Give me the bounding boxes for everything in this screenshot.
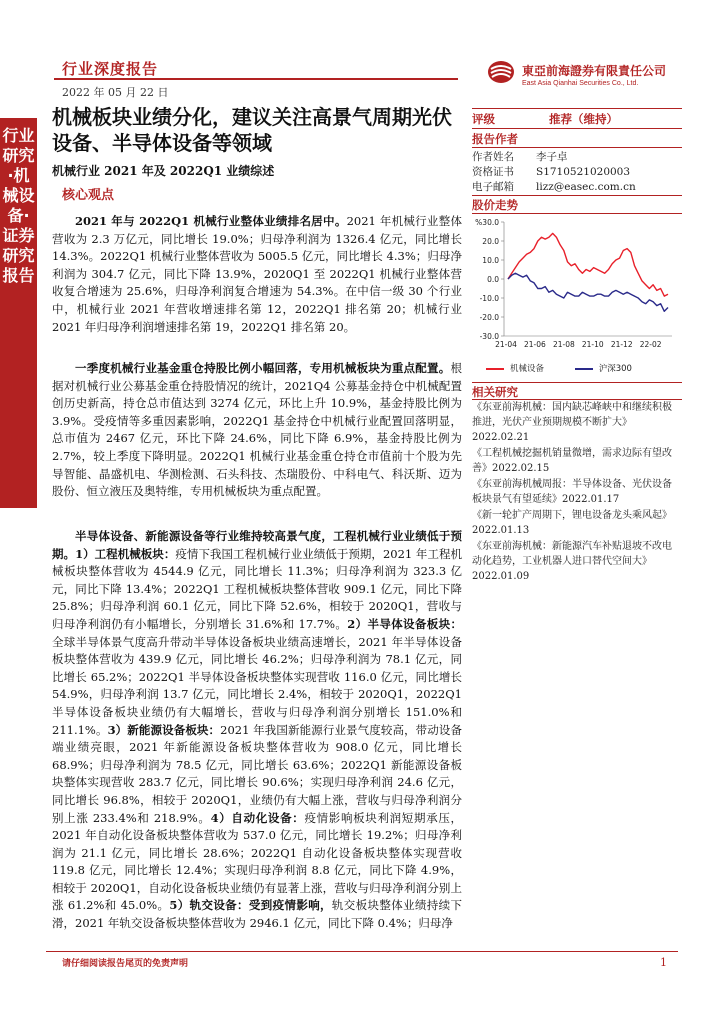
trend-heading: 股价走势	[472, 198, 518, 212]
paragraph-2-lead: 一季度机械行业基金重仓持股比例小幅回落，专用机械板块为重点配置。	[75, 361, 451, 375]
company-name-cn: 東亞前海證券有限責任公司	[522, 64, 667, 78]
paragraph-3-lead: 半导体设备、新能源设备等行业维持较高景气度，工程机械行业业绩低于预期。	[52, 529, 462, 561]
y-tick-label: 0.0	[487, 275, 499, 284]
legend-swatch-hs300	[575, 368, 593, 370]
semiconductor-text: 全球半导体景气度高升带动半导体设备板块业绩高速增长，2021 年半导体设备板块整体营收为 439.9 亿元，同比增长 46.2%；归母净利润为 78.1 亿元，同比增长 65.2%；2022Q1 半导体设备板块整体实现营收 116.0 亿元，同比增长 54.9%，归母净利润 13.7 亿元，同比增长 2.4%，相较于 2020Q1，2022Q1 半导体设备板块业绩仍有大幅增长，营收与归母净利润分别增长 151.0%和 211.1%。	[52, 634, 462, 737]
paragraph-2	[52, 360, 462, 501]
right-column-top-rule	[472, 108, 682, 109]
author-info	[472, 150, 636, 195]
certificate-label: 资格证书	[472, 166, 514, 178]
x-tick-label: 21-10	[581, 340, 604, 349]
related-heading: 相关研究	[472, 385, 518, 399]
x-tick-label: 21-12	[610, 340, 633, 349]
x-tick-label: 22-02	[639, 340, 662, 349]
legend-swatch-machinery	[486, 368, 504, 370]
x-tick-label: 21-04	[495, 340, 517, 349]
paragraph-3	[52, 528, 462, 933]
related-research-list	[472, 400, 680, 585]
related-item[interactable]: 《新一轮扩产周期下，锂电设备龙头乘风起》2022.01.13	[472, 510, 672, 536]
legend-label-machinery: 机械设备	[510, 364, 545, 374]
series-line-machinery	[508, 233, 668, 296]
y-tick-label: %30.0	[475, 218, 499, 227]
rating-value: 推荐（维持）	[549, 112, 619, 126]
author-name-label: 作者姓名	[472, 151, 514, 163]
construction-machinery-text: 疫情下我国工程机械行业业绩低于预期，2021 年工程机械板块整体营收为 4544.9 亿元，同比增长 11.3%；归母净利润为 323.3 亿元，同比下降 13.4%；2022Q1 工程机械板块整体营收 909.1 亿元，同比下降 25.8%；归母净利润 60.1 亿元，同比下降 52.6%，相较于 2020Q1，营收与归母净利润仍有小幅增长，分别增长 31.6%和 17.7%。	[52, 546, 463, 631]
x-tick-label: 21-06	[524, 340, 546, 349]
automation-text: 疫情影响板块利润短期承压，2021 年自动化设备板块整体营收为 537.0 亿元，同比增长 19.2%；归母净利润为 21.1 亿元，同比增长 28.6%；2022Q1 自动化设备板块整体实现营收 119.8 亿元，同比增长 12.4%；实现归母净利润 8.8 亿元，同比下降 4.9%，相较于 2020Q1，自动化设备板块业绩仍有显著上涨，营收与归母净利润分别上涨 61.2%和 45.0%。	[52, 810, 462, 913]
page-number: 1	[660, 956, 667, 969]
series-line-hs300	[508, 273, 668, 311]
new-energy-head: 3）新能源设备板块：	[107, 722, 221, 737]
rating-rule	[472, 128, 682, 129]
page-title: 机械板块业绩分化，建议关注高景气周期光伏设备、半导体设备等领域	[52, 105, 452, 155]
paragraph-1-text: 2021 年机械行业整体营收为 2.3 万亿元，同比增长 19.0%；归母净利润为 1326.4 亿元，同比增长 14.3%。2022Q1 机械行业整体营收为 5005.5 亿元，同比增长 4.3%；归母净利润为 304.7 亿元，同比下降 13.9%，2020Q1 至 2022Q1 机械行业整体营收复合增速为 25.6%，归母净利润复合增速为 54.3%。在中信一级 30 个行业中，机械行业 2021 年营收增速排名第 12，2022Q1 排名第 20；机械行业 2021 年归母净利润增速排名第 19，2022Q1 排名第 20。	[52, 214, 462, 334]
semiconductor-head: 2）半导体设备板块：	[347, 616, 462, 631]
certificate-number: S1710521020003	[536, 166, 631, 178]
chart-legend	[486, 362, 632, 374]
paragraph-1-lead: 2021 年与 2022Q1 机械行业整体业绩排名居中。	[75, 214, 347, 228]
automation-head: 4）自动化设备：	[210, 810, 305, 825]
legend-label-hs300: 沪深300	[598, 364, 632, 374]
author-heading: 报告作者	[472, 132, 518, 146]
footer-disclaimer: 请仔细阅读报告尾页的免责声明	[62, 959, 189, 969]
y-tick-label: -20.0	[479, 313, 499, 322]
page-subtitle: 机械行业 2021 年及 2022Q1 业绩综述	[52, 164, 275, 178]
rating-row	[472, 111, 618, 127]
y-tick-label: -30.0	[479, 332, 499, 341]
email-label: 电子邮箱	[472, 181, 514, 193]
footer-rule	[46, 951, 678, 952]
side-banner	[0, 118, 37, 508]
construction-machinery-head: 1）工程机械板块：	[75, 546, 176, 561]
trend-rule-top	[472, 195, 682, 196]
core-views-heading: 核心观点	[62, 188, 115, 203]
x-tick-label: 21-08	[552, 340, 575, 349]
rail-transit-text: 轨交板块整体业绩持续下滑，2021 年轨交设备板块整体营收为 2946.1 亿元，同比下降 0.4%；归母净	[52, 898, 462, 931]
company-logo-icon	[486, 59, 516, 85]
new-energy-text: 2021 年我国新能源行业景气度较高，带动设备端业绩亮眼，2021 年新能源设备板块整体营收为 908.0 亿元，同比增长 68.9%；归母净利润为 78.5 亿元，同比增长 63.6%；2022Q1 新能源设备板块整体实现营收 283.7 亿元，同比增长 90.6%；实现归母净利润 24.6 亿元，同比增长 96.8%，相较于 2020Q1，业绩仍有大幅上涨，营收与归母净利润分别上涨 233.4%和 218.9%。	[52, 722, 462, 825]
author-email[interactable]: lizz@easec.com.cn	[536, 181, 636, 193]
y-tick-label: -10.0	[479, 294, 499, 303]
y-tick-label: 10.0	[482, 256, 499, 265]
legend-item-hs300	[575, 364, 632, 374]
paragraph-1	[52, 213, 462, 336]
related-item[interactable]: 《工程机械挖掘机销量微增，需求边际有望改善》2022.02.15	[472, 448, 672, 474]
rating-label: 评级	[472, 112, 495, 126]
related-item[interactable]: 《东亚前海机械：新能源汽车补贴退坡不改电动化趋势，工业机器人进口替代空间大》2022.01.09	[472, 541, 672, 582]
author-name: 李子卓	[536, 151, 568, 163]
header-divider	[54, 78, 458, 80]
rail-transit-lead: 受到疫情影响，	[248, 898, 332, 913]
stock-trend-chart	[472, 214, 684, 379]
side-banner-text: 行业研究·机械设备·证券研究报告	[2, 126, 35, 285]
paragraph-2-text: 根据对机械行业公募基金重仓持股情况的统计，2021Q4 公募基金持仓中机械配置创历史新高，持仓总市值达到 3274 亿元，环比上升 10.9%，基金持股比例为 3.9%。受疫情等多重因素影响，2022Q1 基金持仓中机械行业配置回落明显，总市值为 2467 亿元，环比下降 24.6%，同比下降 6.9%，基金持股比例为 2.7%，较上季度下降明显。2022Q1 机械行业基金重仓持仓市值前十个股为先导智能、晶盛机电、华测检测、石头科技、杰瑞股份、中科电气、科沃斯、迈为股份、恒立液压及奥特维，专用机械板块为重点配置。	[52, 361, 462, 499]
legend-item-machinery	[486, 364, 544, 374]
report-date: 2022 年 05 月 22 日	[62, 86, 169, 99]
company-name-en: East Asia Qianhai Securities Co., Ltd.	[522, 80, 639, 87]
y-tick-label: 20.0	[482, 237, 499, 246]
author-rule	[472, 147, 682, 148]
related-item[interactable]: 《东亚前海机械周报：半导体设备、光伏设备板块景气有望延续》2022.01.17	[472, 479, 672, 505]
related-rule-top	[472, 382, 682, 383]
report-type-label: 行业深度报告	[62, 60, 159, 78]
related-item[interactable]: 《东亚前海机械：国内缺芯峰峡中和继续积极推进，光伏产业预期规模不断扩大》2022.02.21	[472, 402, 672, 443]
rail-transit-head: 5）轨交设备：	[169, 898, 249, 913]
